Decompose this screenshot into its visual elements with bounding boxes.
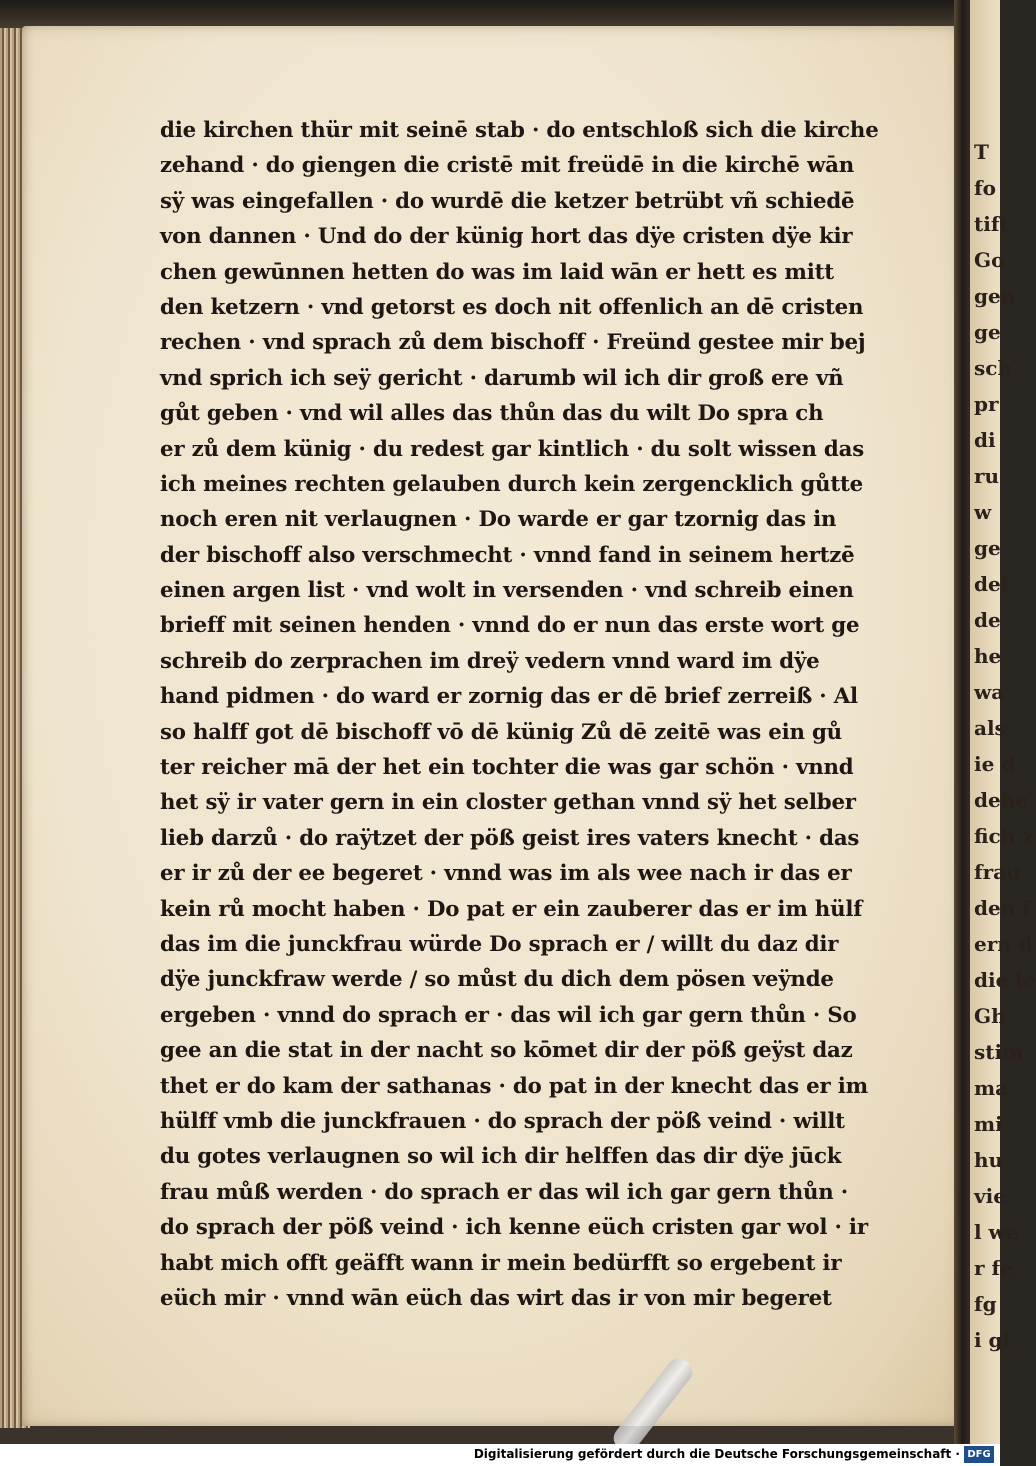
facing-page-line: fich z: [974, 824, 1034, 848]
facing-page-line: frau: [974, 860, 1021, 884]
text-line: von dannen · Und do der künig hort das dÿe cristen dÿe kir: [160, 224, 853, 250]
facing-page-line: wa: [974, 680, 1005, 704]
facing-page-line: ern d: [974, 932, 1033, 956]
text-line: dÿe junckfraw werde / so můst du dich dem pösen veÿnde: [160, 967, 834, 993]
facing-page-line: fo: [974, 176, 996, 200]
facing-page-line: w: [974, 500, 992, 524]
facing-page-line: fg: [974, 1292, 997, 1316]
page-text: [160, 113, 912, 1316]
text-line: chen gewūnnen hetten do was im laid wān er hett es mitt: [160, 259, 834, 285]
facing-page-line: Gh: [974, 1004, 1006, 1028]
text-line: rechen · vnd sprach zů dem bischoff · Freünd gestee mir bej: [160, 330, 866, 356]
text-line: er zů dem künig · du redest gar kintlich · du solt wissen das: [160, 436, 865, 462]
text-line: zehand · do giengen die cristē mit freüdē in die kirchē wān: [160, 153, 855, 179]
funding-credit: Digitalisierung gefördert durch die Deutsche Forschungsgemeinschaft ·: [473, 1447, 960, 1461]
facing-page-line: del: [974, 572, 1009, 596]
facing-page-line: tift: [974, 212, 1009, 236]
text-line: gůt geben · vnd wil alles das thůn das du wilt Do spra ch: [160, 401, 824, 427]
text-line: schreib do zerprachen im dreÿ vedern vnnd ward im dÿe: [160, 648, 820, 674]
text-line: het sÿ ir vater gern in ein closter gethan vnnd sÿ het selber: [160, 790, 856, 816]
facing-page-line: hu: [974, 1148, 1004, 1172]
text-line: der bischoff also verschmecht · vnnd fand in seinem hertzē: [160, 542, 855, 568]
text-line: hand pidmen · do ward er zornig das er dē brief zerreiß · Al: [160, 684, 858, 710]
text-line: habt mich offt geäfft wann ir mein bedürfft so ergebent ir: [160, 1250, 842, 1276]
dfg-logo-icon: DFG: [964, 1446, 994, 1463]
facing-page-line: ru: [974, 464, 1000, 488]
facing-page-line: ie d: [974, 752, 1016, 776]
text-line: hülff vmb die junckfrauen · do sprach der pöß veind · willt: [160, 1108, 845, 1134]
text-line: kein rů mocht haben · Do pat er ein zauberer das er im hülf: [160, 896, 863, 922]
text-line: ter reicher mā der het ein tochter die was gar schön · vnnd: [160, 755, 854, 781]
text-line: so halff got dē bischoff vō dē künig Zů dē zeitē was ein gů: [160, 719, 842, 745]
text-line: ich meines rechten gelauben durch kein zergencklich gůtte: [160, 471, 863, 497]
facing-page-line: he: [974, 644, 1002, 668]
facing-page-line: r fe: [974, 1256, 1013, 1280]
text-line: du gotes verlaugnen so wil ich dir helffen das dir dÿe jūck: [160, 1144, 842, 1170]
facing-page-line: i gi: [974, 1328, 1011, 1352]
text-line: frau můß werden · do sprach er das wil ich gar gern thůn ·: [160, 1179, 849, 1205]
text-line: sÿ was eingefallen · do wurdē die ketzer betrübt vñ schiedē: [160, 188, 855, 214]
facing-page-line: ge: [974, 320, 1001, 344]
text-line: ergeben · vnnd do sprach er · das wil ich gar gern thůn · So: [160, 1002, 857, 1028]
text-line: brieff mit seinen henden · vnnd do er nun das erste wort ge: [160, 613, 860, 639]
facing-page-line: sch: [974, 356, 1012, 380]
text-line: do sprach der pöß veind · ich kenne eüch cristen gar wol · ir: [160, 1215, 868, 1241]
facing-page-line: stim: [974, 1040, 1024, 1064]
facing-page-line: ma: [974, 1076, 1009, 1100]
facing-page-line: Go: [974, 248, 1005, 272]
facing-page-line: gen: [974, 284, 1016, 308]
text-line: das im die junckfrau würde Do sprach er / willt du daz dir: [160, 931, 839, 957]
facing-page-line: vie: [974, 1184, 1006, 1208]
facing-page-line: l we: [974, 1220, 1019, 1244]
facing-page-line: die le: [974, 968, 1036, 992]
facing-page-line: den f: [974, 896, 1031, 920]
facing-page-line: de: [974, 608, 1001, 632]
text-line: einen argen list · vnd wolt in versenden · vnd schreib einen: [160, 578, 854, 604]
footer-bar: [0, 1444, 1000, 1466]
text-line: eüch mir · vnnd wān eüch das wirt das ir von mir begeret: [160, 1285, 832, 1311]
facing-page-line: T: [974, 140, 989, 164]
text-line: vnd sprich ich seÿ gericht · darumb wil ich dir groß ere vñ: [160, 365, 844, 391]
text-line: er ir zů der ee begeret · vnnd was im als wee nach ir das er: [160, 861, 852, 887]
text-line: thet er do kam der sathanas · do pat in der knecht das er im: [160, 1073, 868, 1099]
text-line: noch eren nit verlaugnen · Do warde er gar tzornig das in: [160, 507, 837, 533]
facing-page-line: ge: [974, 536, 1001, 560]
text-line: den ketzern · vnd getorst es doch nit offenlich an dē cristen: [160, 294, 864, 320]
text-line: gee an die stat in der nacht so kōmet dir der pöß geÿst daz: [160, 1038, 853, 1064]
facing-page-line: di: [974, 428, 996, 452]
facing-page-line: mi: [974, 1112, 1003, 1136]
text-line: lieb darzů · do raÿtzet der pöß geist ires vaters knecht · das: [160, 825, 860, 851]
facing-page-line: dehe: [974, 788, 1028, 812]
facing-page-fragment: [970, 0, 1036, 1444]
facing-page-line: als: [974, 716, 1006, 740]
facing-page-line: pr: [974, 392, 999, 416]
text-line: die kirchen thür mit seinē stab · do entschloß sich die kirche: [160, 118, 879, 143]
